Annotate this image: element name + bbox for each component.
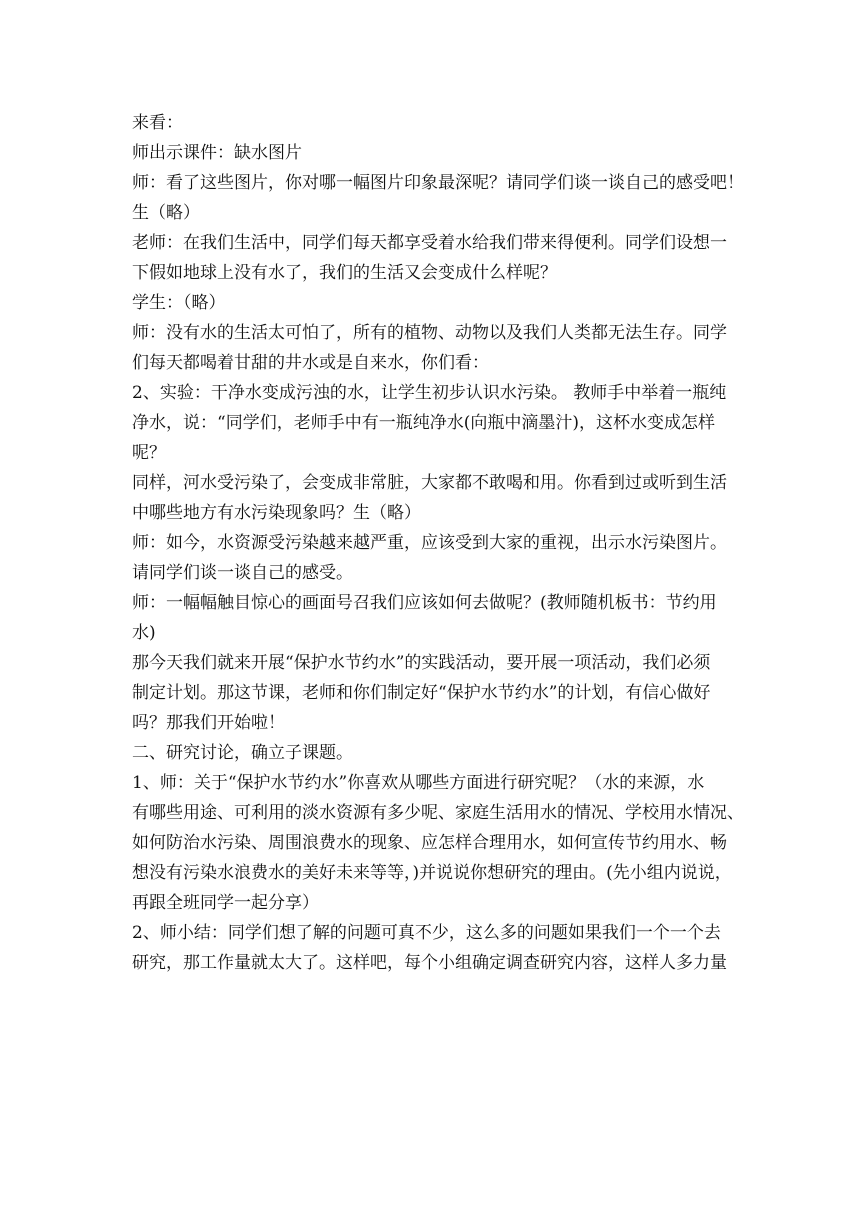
paragraph [132, 198, 732, 228]
text-line: 中哪些地方有水污染现象吗？生（略） [132, 503, 421, 523]
text-line: 净水，说：“同学们，老师手中有一瓶纯净水(向瓶中滴墨汁)，这杯水变成怎样 [132, 413, 715, 433]
paragraph [132, 318, 732, 378]
paragraph [132, 138, 732, 168]
paragraph [132, 168, 744, 198]
paragraph [132, 768, 744, 918]
text-line: 制定计划。那这节课，老师和你们制定好“保护水节约水”的计划，有信心做好 [132, 683, 711, 703]
text-line: 如何防治水污染、周围浪费水的现象、应怎样合理用水，如何宣传节约用水、畅 [132, 833, 727, 853]
text-line: 2、师小结：同学们想了解的问题可真不少，这么多的问题如果我们一个一个去 [132, 923, 721, 943]
paragraph [132, 528, 732, 588]
text-line: 研究，那工作量就太大了。这样吧，每个小组确定调查研究内容，这样人多力量 [132, 953, 727, 973]
text-line: 学生：（略） [132, 293, 226, 313]
text-line: 2、实验：干净水变成污浊的水，让学生初步认识水污染。 教师手中举着一瓶纯 [132, 383, 727, 403]
text-line: 来看： [132, 113, 183, 133]
document-body [132, 108, 744, 978]
text-line: 下假如地球上没有水了，我们的生活又会变成什么样呢？ [132, 263, 557, 283]
paragraph [132, 738, 732, 768]
text-line: 师：看了这些图片，你对哪一幅图片印象最深呢？请同学们谈一谈自己的感受吧！ [132, 173, 744, 193]
paragraph [132, 918, 732, 978]
paragraph [132, 648, 732, 738]
text-line: 再跟全班同学一起分享） [132, 893, 319, 913]
text-line: 想没有污染水浪费水的美好未来等等，)并说说你想研究的理由。(先小组内说说， [132, 863, 732, 883]
text-line: 生（略） [132, 203, 200, 223]
text-line: 师：如今，水资源受污染越来越严重，应该受到大家的重视，出示水污染图片。 [132, 533, 727, 553]
text-line: 们每天都喝着甘甜的井水或是自来水，你们看： [132, 353, 489, 373]
text-line: 师出示课件：缺水图片 [132, 143, 302, 163]
paragraph [132, 288, 732, 318]
text-line: 同样，河水受污染了，会变成非常脏，大家都不敢喝和用。你看到过或听到生活 [132, 473, 727, 493]
text-line: 老师：在我们生活中，同学们每天都享受着水给我们带来得便利。同学们设想一 [132, 233, 727, 253]
text-line: 那今天我们就来开展“保护水节约水”的实践活动，要开展一项活动，我们必须 [132, 653, 711, 673]
text-line: 师：没有水的生活太可怕了，所有的植物、动物以及我们人类都无法生存。同学 [132, 323, 727, 343]
paragraph [132, 228, 732, 288]
paragraph [132, 108, 732, 138]
paragraph [132, 378, 732, 468]
text-line: 水) [132, 623, 156, 643]
paragraph [132, 468, 732, 528]
text-line: 吗？那我们开始啦！ [132, 713, 285, 733]
text-line: 请同学们谈一谈自己的感受。 [132, 563, 353, 583]
text-line: 师：一幅幅触目惊心的画面号召我们应该如何去做呢？(教师随机板书：节约用 [132, 593, 717, 613]
text-line: 呢？ [132, 443, 166, 463]
text-line: 1、师：关于“保护水节约水”你喜欢从哪些方面进行研究呢？（水的来源，水 [132, 773, 705, 793]
paragraph [132, 588, 732, 648]
text-line: 二、研究讨论，确立子课题。 [132, 743, 353, 763]
text-line: 有哪些用途、可利用的淡水资源有多少呢、家庭生活用水的情况、学校用水情况、 [132, 803, 744, 823]
